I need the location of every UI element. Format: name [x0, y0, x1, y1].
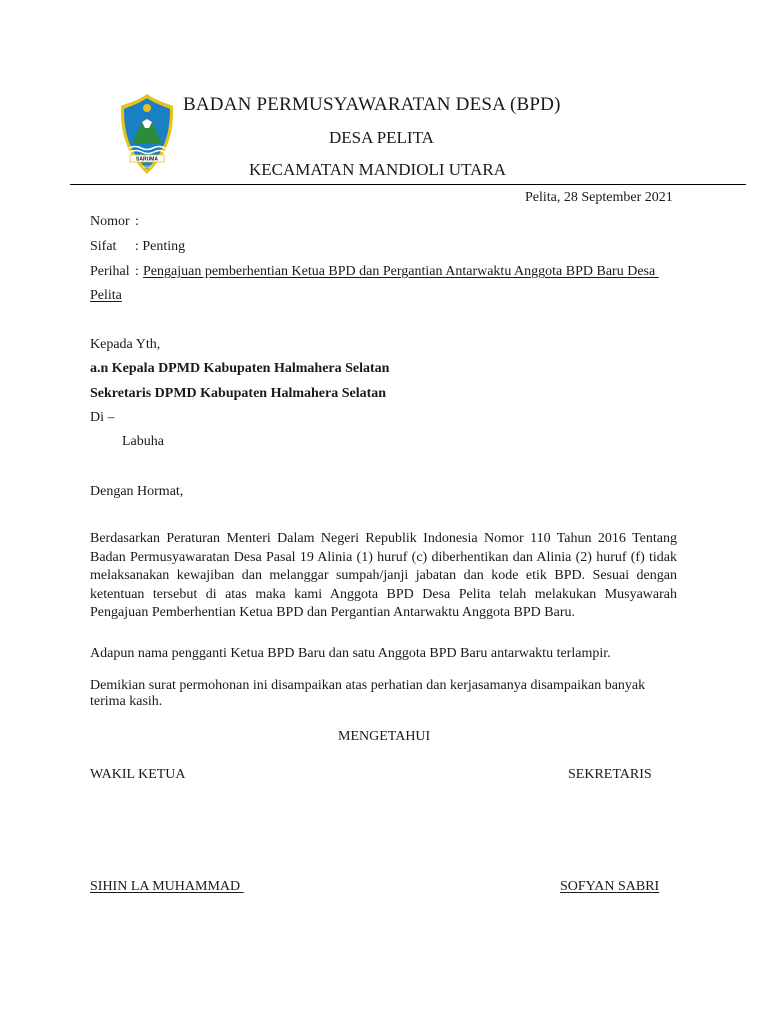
sifat-label: Sifat — [90, 239, 117, 254]
logo-year-text: 2003 — [142, 164, 152, 169]
perihal-subject-line1: Pengajuan pemberhentian Ketua BPD dan Pergantian Antarwaktu Anggota BPD Baru Desa — [143, 264, 659, 279]
mengetahui-label: MENGETAHUI — [338, 729, 431, 744]
sifat-value: : Penting — [135, 239, 186, 254]
body-paragraph-2: Adapun nama pengganti Ketua BPD Baru dan satu Anggota BPD Baru antarwaktu terlampir. — [90, 646, 611, 661]
nomor-value: : — [135, 214, 139, 229]
perihal-subject-line2: Pelita — [90, 288, 122, 303]
salutation: Dengan Hormat, — [90, 484, 184, 499]
letterhead-rule-thick — [70, 184, 746, 185]
recipient-di: Di – — [90, 410, 115, 425]
recipient-line1: a.n Kepala DPMD Kabupaten Halmahera Selatan — [90, 361, 390, 376]
letterhead-village: DESA PELITA — [329, 128, 434, 147]
letterhead-institution: BADAN PERMUSYAWARATAN DESA (BPD) — [183, 94, 561, 115]
body-paragraph-1: Berdasarkan Peraturan Menteri Dalam Negeri Republik Indonesia Nomor 110 Tahun 2016 Tentang Badan Permusyawaratan Desa Pasal 19 Alinia (1) huruf (c) diberhentikan dan Alinia (2) huruf (f) tidak melaksanakan kewajiban dan melanggar sumpah/janji jabatan dan kode etik BPD. Sesuai dengan ketentuan tersebut di atas maka kami Anggota BPD Desa Pelita telah melakukan Musyawarah Pengajuan Pemberhentian Ketua BPD dan Pergantian Antarwaktu Anggota BPD Baru. — [90, 531, 677, 620]
village-emblem-logo — [118, 92, 176, 176]
left-signatory-name: SIHIN LA MUHAMMAD — [90, 879, 244, 894]
nomor-label: Nomor — [90, 214, 130, 229]
recipient-place: Labuha — [122, 434, 164, 449]
body-paragraph-3: Demikian surat permohonan ini disampaikan atas perhatian dan kerjasamanya disampaikan banyak terima kasih. — [90, 678, 646, 709]
letter-date: Pelita, 28 September 2021 — [525, 190, 673, 205]
left-signatory-title: WAKIL KETUA — [90, 767, 186, 782]
logo-ribbon-text: SARUMA — [136, 156, 158, 163]
right-signatory-name: SOFYAN SABRI — [560, 879, 660, 894]
recipient-line2: Sekretaris DPMD Kabupaten Halmahera Selatan — [90, 386, 387, 401]
right-signatory-title: SEKRETARIS — [568, 767, 652, 782]
perihal-label: Perihal — [90, 264, 130, 279]
perihal-colon: : — [135, 264, 139, 279]
recipient-greeting: Kepada Yth, — [90, 337, 161, 352]
letterhead-district: KECAMATAN MANDIOLI UTARA — [249, 160, 506, 179]
